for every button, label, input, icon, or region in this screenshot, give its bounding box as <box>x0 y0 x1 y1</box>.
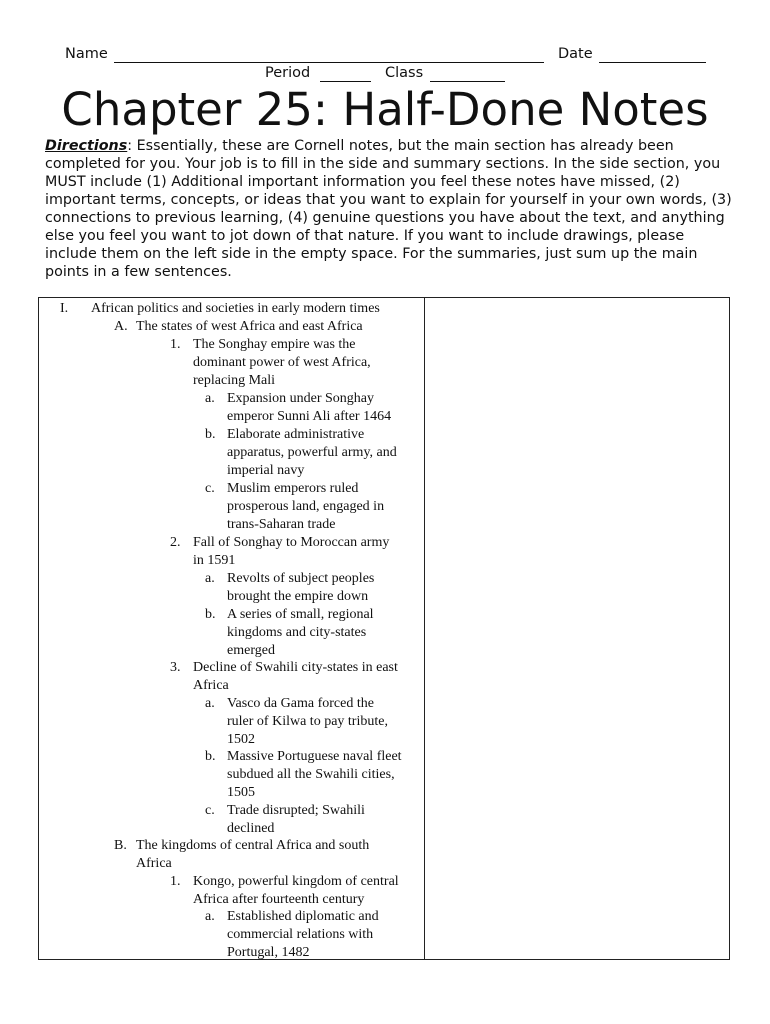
outline-marker: b. <box>205 427 216 442</box>
name-label: Name <box>65 46 108 62</box>
outline-line: A series of small, regional <box>227 607 374 622</box>
class-label: Class <box>385 65 424 81</box>
outline-marker: b. <box>205 607 216 622</box>
outline-line: replacing Mali <box>193 373 276 388</box>
directions-text: : Essentially, these are Cornell notes, but the main section has already been completed for you. Your job is to fill in the side and summary sections. In the side section, you MUST include (1) Additional important information you feel these notes have missed, (2) important terms, concepts, or ideas that you want to explain for yourself in your own words, (3) connections to previous learning, (4) genuine questions you have about the text, and anything else you feel you want to jot down of that nature. If you want to include drawings, please include them on the left side in the empty space. For the summaries, just sum up the main points in a few sentences. <box>45 138 732 280</box>
outline-marker: A. <box>114 319 128 334</box>
outline-line: Expansion under Songhay <box>227 391 374 406</box>
outline-line: Kongo, powerful kingdom of central <box>193 874 399 889</box>
outline-line: Africa after fourteenth century <box>193 892 365 907</box>
outline-line: 1502 <box>227 732 255 747</box>
name-blank[interactable] <box>114 62 544 63</box>
outline-line: The Songhay empire was the <box>193 337 356 352</box>
outline-marker: a. <box>205 391 215 406</box>
outline-line: brought the empire down <box>227 589 369 604</box>
outline-line: commercial relations with <box>227 927 374 942</box>
period-label: Period <box>265 65 311 81</box>
outline-line: kingdoms and city-states <box>227 625 367 640</box>
outline-line: Trade disrupted; Swahili <box>227 803 365 818</box>
outline-line: Established diplomatic and <box>227 909 379 924</box>
outline-marker: I. <box>60 301 69 316</box>
outline-line: emerged <box>227 643 275 658</box>
outline-marker: a. <box>205 571 215 586</box>
outline-line: The states of west Africa and east Africa <box>136 319 363 334</box>
directions-label: Directions <box>45 138 128 154</box>
outline-marker: c. <box>205 481 215 496</box>
outline-line: Decline of Swahili city-states in east <box>193 660 398 675</box>
cornell-notes-table <box>38 297 730 960</box>
outline-line: declined <box>227 821 275 836</box>
outline-line: dominant power of west Africa, <box>193 355 371 370</box>
outline-marker: c. <box>205 803 215 818</box>
outline-marker: a. <box>205 909 215 924</box>
outline-line: Massive Portuguese naval fleet <box>227 749 402 764</box>
outline-line: Revolts of subject peoples <box>227 571 375 586</box>
outline-marker: 2. <box>170 535 181 550</box>
outline-line: subdued all the Swahili cities, <box>227 767 395 782</box>
outline-line: ruler of Kilwa to pay tribute, <box>227 714 388 729</box>
outline-line: 1505 <box>227 785 255 800</box>
class-blank[interactable] <box>430 81 505 82</box>
outline-line: apparatus, powerful army, and <box>227 445 397 460</box>
directions-paragraph <box>45 137 735 281</box>
outline-line: Portugal, 1482 <box>227 945 310 959</box>
outline-line: trans-Saharan trade <box>227 517 336 532</box>
outline-marker: a. <box>205 696 215 711</box>
period-blank[interactable] <box>320 81 371 82</box>
date-label: Date <box>558 46 593 62</box>
outline-marker: 1. <box>170 874 181 889</box>
outline-line: The kingdoms of central Africa and south <box>136 838 370 853</box>
outline-line: Muslim emperors ruled <box>227 481 359 496</box>
outline-line: prosperous land, engaged in <box>227 499 385 514</box>
outline-line: imperial navy <box>227 463 305 478</box>
outline-line: in 1591 <box>193 553 236 568</box>
date-blank[interactable] <box>599 62 706 63</box>
outline-line: Africa <box>136 856 172 871</box>
side-notes-column[interactable] <box>425 298 729 959</box>
outline-line: Africa <box>193 678 229 693</box>
outline-line: Vasco da Gama forced the <box>227 696 374 711</box>
outline-line: emperor Sunni Ali after 1464 <box>227 409 392 424</box>
notes-column <box>39 298 425 959</box>
page-title: Chapter 25: Half-Done Notes <box>61 83 709 136</box>
outline-marker: 1. <box>170 337 181 352</box>
outline-marker: b. <box>205 749 216 764</box>
outline-marker: B. <box>114 838 127 853</box>
outline-line: African politics and societies in early modern times <box>91 301 380 316</box>
outline-line: Elaborate administrative <box>227 427 365 442</box>
outline-marker: 3. <box>170 660 181 675</box>
outline-line: Fall of Songhay to Moroccan army <box>193 535 390 550</box>
